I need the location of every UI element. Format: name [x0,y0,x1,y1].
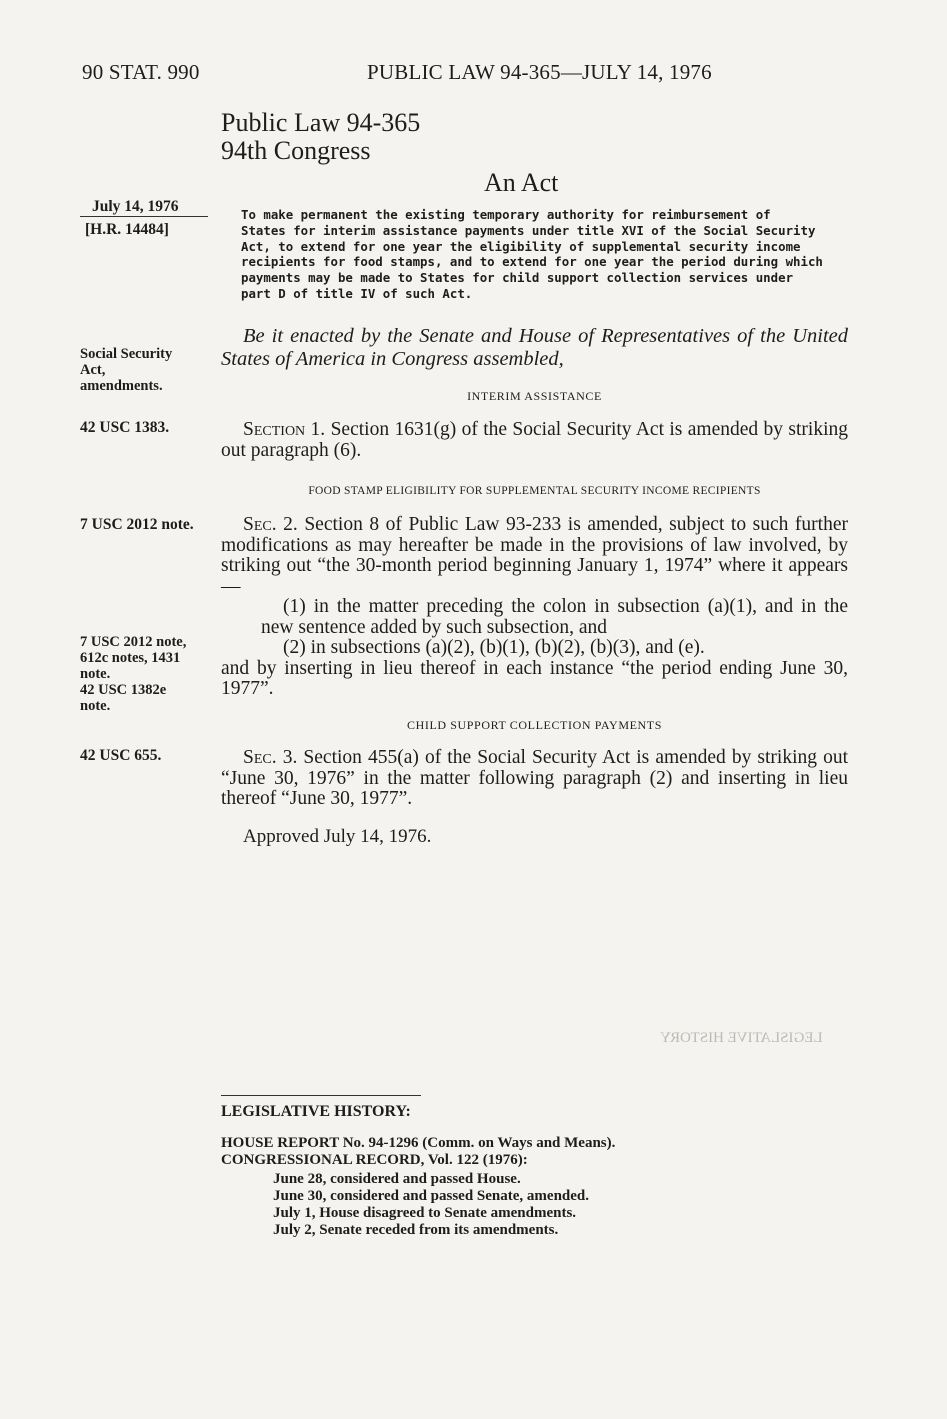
show-through-text: LEGISLATIVE HISTORY [660,1030,823,1046]
cite-line: note. [80,666,111,682]
section-3-text: Section 455(a) of the Social Security Act is amended by striking out “June 30, 1976” in the matter following paragraph (2) and inserting in lieu thereof “June 30, 1977”. [221,747,848,809]
subject-note-line: Act, [80,362,106,378]
section-2-text: Section 8 of Public Law 93-233 is amended, subject to such further modifications as may hereafter be made in the provisions of law involved, by striking out “the 30-month period beginning January 1, 1974” where it appears— [221,514,848,597]
purpose-line: States for interim assistance payments under title XVI of the Social Security [241,222,816,238]
section-2-clause-2: (2) in subsections (a)(2), (b)(1), (b)(2), (b)(3), and (e). [283,637,705,658]
purpose-line: To make permanent the existing temporary authority for reimbursement of [241,207,771,222]
section-2 [221,515,848,700]
legislative-history-rule [221,1095,421,1096]
history-entry: July 2, Senate receded from its amendments. [273,1222,559,1238]
enacting-clause: Be it enacted by the Senate and House of Representatives of the United States of America in Congress assembled, [221,325,848,370]
section-3 [221,748,848,810]
purpose-line: payments may be made to States for child support collection services under [241,270,794,286]
margin-date: July 14, 1976 [92,198,179,215]
section-1-heading-wrap [0,389,947,404]
purpose-line: part D of title IV of such Act. [241,285,473,301]
section-2-clause-1: (1) in the matter preceding the colon in subsection (a)(1), and in the new sentence added by such subsection, and [261,596,848,638]
subject-note-line: Social Security [80,346,173,362]
cite-line: 42 USC 1382e [80,682,167,698]
purpose-statement [241,207,848,302]
section-2-label: Sec. 2. [243,514,298,535]
history-entry: June 28, considered and passed House. [273,1171,521,1187]
purpose-line: recipients for food stamps, and to extend for one year the period during which [241,254,823,270]
section-3-heading: CHILD SUPPORT COLLECTION PAYMENTS [406,718,662,732]
section-1 [221,420,848,461]
section-2-tail: and by inserting in lieu thereof in each instance “the period ending June 30, 1977”. [221,657,848,699]
margin-date-rule [80,216,208,217]
running-title: PUBLIC LAW 94-365—JULY 14, 1976 [367,60,712,84]
approval-date: Approved July 14, 1976. [243,826,432,847]
stat-page-number: 90 STAT. 990 [82,60,200,84]
section-1-text: Section 1631(g) of the Social Security Act is amended by striking out paragraph (6). [221,419,849,461]
section-1-label: Section 1. [243,419,326,440]
cite-line: note. [80,698,111,714]
purpose-line: Act, to extend for one year the eligibility of supplemental security income [241,238,801,254]
subject-note-line: amendments. [80,378,163,394]
section-1-heading: INTERIM ASSISTANCE [467,389,602,403]
congress-number: 94th Congress [221,136,371,165]
house-report: HOUSE REPORT No. 94-1296 (Comm. on Ways and Means). [221,1135,616,1151]
law-number: Public Law 94-365 [221,108,421,137]
margin-subject-note [80,346,172,394]
cite-line: 7 USC 2012 note, [80,634,187,650]
cite-line: 612c notes, 1431 [80,650,181,666]
act-heading: An Act [484,168,559,197]
congressional-record: CONGRESSIONAL RECORD, Vol. 122 (1976): [221,1152,528,1168]
history-entry: June 30, considered and passed Senate, amended. [273,1188,590,1204]
history-entry: July 1, House disagreed to Senate amendments. [273,1205,577,1221]
legislative-history-heading: LEGISLATIVE HISTORY: [221,1103,411,1120]
margin-cite-4: 42 USC 655. [80,747,162,764]
section-2-heading: FOOD STAMP ELIGIBILITY FOR SUPPLEMENTAL SECURITY INCOME RECIPIENTS [308,485,761,497]
margin-cite-3 [80,634,186,714]
margin-cite-2: 7 USC 2012 note. [80,516,194,533]
margin-cite-1: 42 USC 1383. [80,419,170,436]
margin-bill-number: [H.R. 14484] [85,221,169,238]
section-3-label: Sec. 3. [243,747,298,768]
